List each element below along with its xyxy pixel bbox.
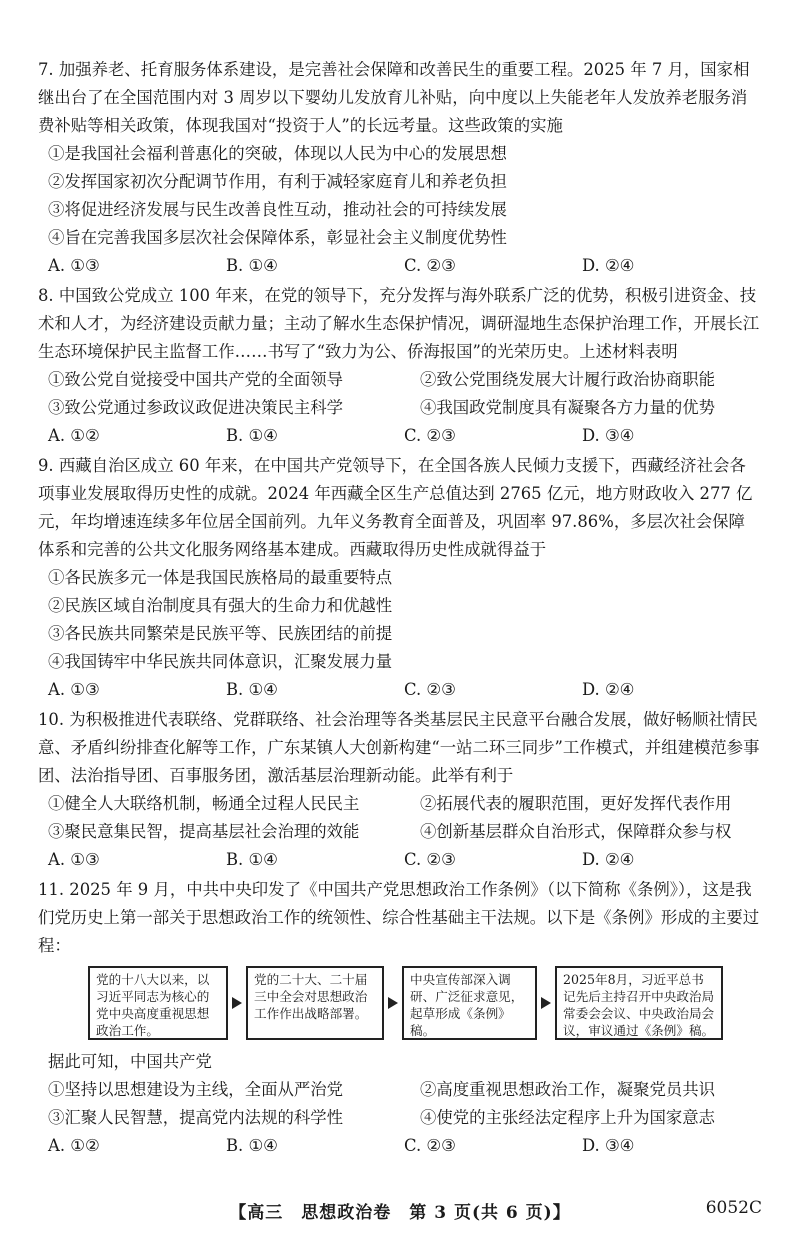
question-8-option-4: ④我国政党制度具有凝聚各方力量的优势 [420, 398, 716, 417]
question-11-options-row-2 [38, 1104, 760, 1132]
question-7 [38, 56, 760, 280]
question-7-option-4: ④旨在完善我国多层次社会保障体系，彰显社会主义制度优势性 [48, 228, 507, 247]
question-9-option-1: ①各民族多元一体是我国民族格局的最重要特点 [48, 568, 393, 587]
question-8-option-2: ②致公党围绕发展大计履行政治协商职能 [420, 370, 716, 389]
choice-d: D. ③④ [582, 426, 635, 445]
choice-d: D. ②④ [582, 256, 635, 275]
question-7-option-2: ②发挥国家初次分配调节作用，有利于减轻家庭育儿和养老负担 [48, 172, 507, 191]
question-9-choices [38, 676, 760, 704]
choice-a: A. ①③ [48, 680, 100, 699]
choice-c: C. ②③ [404, 426, 456, 445]
question-10-option-2: ②拓展代表的履职范围，更好发挥代表作用 [420, 794, 732, 813]
question-9 [38, 452, 760, 704]
choice-c: C. ②③ [404, 680, 456, 699]
choice-b: B. ①④ [226, 426, 278, 445]
question-7-stem: 7. 加强养老、托育服务体系建设，是完善社会保障和改善民生的重要工程。2025 年 7 月，国家相继出台了在全国范围内对 3 周岁以下婴幼儿发放育儿补贴，向中度以上失能老年人发放养老服务消费补贴等相关政策，体现我国对“投资于人”的长远考量。这些政策的实施 [38, 60, 750, 135]
arrow-right-icon [537, 995, 555, 1011]
question-9-stem: 9. 西藏自治区成立 60 年来，在中国共产党领导下，在全国各族人民倾力支援下，西藏经济社会各项事业发展取得历史性的成就。2024 年西藏全区生产总值达到 2765 亿元，地方财政收入 277 亿元，年均增速连续多年位居全国前列。九年义务教育全面普及，巩固率 97.86%，多层次社会保障体系和完善的公共文化服务网络基本建成。西藏取得历史性成就得益于 [38, 456, 753, 559]
question-11-choices [38, 1132, 760, 1160]
question-10-choices [38, 846, 760, 874]
choice-a: A. ①③ [48, 256, 100, 275]
flow-step-1: 党的十八大以来，以习近平同志为核心的党中央高度重视思想政治工作。 [88, 966, 228, 1040]
choice-b: B. ①④ [226, 256, 278, 275]
question-10-options-row-1 [38, 790, 760, 818]
choice-b: B. ①④ [226, 850, 278, 869]
paper-code: 6052C [705, 1198, 762, 1218]
question-10-option-3: ③聚民意集民智，提高基层社会治理的效能 [48, 822, 360, 841]
question-7-option-3: ③将促进经济发展与民生改善良性互动，推动社会的可持续发展 [48, 200, 507, 219]
question-7-choices [38, 252, 760, 280]
question-11-option-1: ①坚持以思想建设为主线，全面从严治党 [48, 1080, 344, 1099]
question-8-stem: 8. 中国致公党成立 100 年来，在党的领导下，充分发挥与海外联系广泛的优势，积极引进资金、技术和人才，为经济建设贡献力量；主动了解水生态保护情况，调研湿地生态保护治理工作，开展长江生态环境保护民主监督工作……书写了“致力为公、侨海报国”的光荣历史。上述材料表明 [38, 286, 760, 361]
flow-step-4: 2025年8月，习近平总书记先后主持召开中央政治局常委会会议、中央政治局会议，审议通过《条例》稿。 [555, 966, 723, 1040]
question-11-lead: 据此可知，中国共产党 [48, 1052, 212, 1071]
choice-a: A. ①③ [48, 850, 100, 869]
choice-d: D. ②④ [582, 850, 635, 869]
question-10 [38, 706, 760, 874]
process-flow-diagram [88, 966, 760, 1040]
question-11 [38, 876, 760, 1160]
question-7-option-1: ①是我国社会福利普惠化的突破，体现以人民为中心的发展思想 [48, 144, 507, 163]
arrow-right-icon [384, 995, 402, 1011]
question-8-options-row-2 [38, 394, 760, 422]
flow-step-2: 党的二十大、二十届三中全会对思想政治工作作出战略部署。 [246, 966, 384, 1040]
question-10-options-row-2 [38, 818, 760, 846]
question-11-option-2: ②高度重视思想政治工作，凝聚党员共识 [420, 1080, 716, 1099]
choice-d: D. ②④ [582, 680, 635, 699]
choice-c: C. ②③ [404, 256, 456, 275]
question-9-option-3: ③各民族共同繁荣是民族平等、民族团结的前提 [48, 624, 393, 643]
page-footer: 【高三 思想政治卷 第 3 页(共 6 页)】 [229, 1203, 571, 1223]
flow-step-3: 中央宣传部深入调研、广泛征求意见，起草形成《条例》稿。 [402, 966, 537, 1040]
question-11-options-row-1 [38, 1076, 760, 1104]
question-8-option-3: ③致公党通过参政议政促进决策民主科学 [48, 398, 344, 417]
choice-b: B. ①④ [226, 680, 278, 699]
question-8-options-row-1 [38, 366, 760, 394]
choice-a: A. ①② [48, 426, 100, 445]
question-9-option-4: ④我国铸牢中华民族共同体意识，汇聚发展力量 [48, 652, 393, 671]
question-8 [38, 282, 760, 450]
choice-a: A. ①② [48, 1136, 100, 1155]
question-10-stem: 10. 为积极推进代表联络、党群联络、社会治理等各类基层民主民意平台融合发展，做好畅顺社情民意、矛盾纠纷排查化解等工作，广东某镇人大创新构建“一站二环三同步”工作模式，并组建模范参事团、法治指导团、百事服务团，激活基层治理新动能。此举有利于 [38, 710, 760, 785]
question-10-option-1: ①健全人大联络机制，畅通全过程人民民主 [48, 794, 360, 813]
choice-c: C. ②③ [404, 1136, 456, 1155]
question-9-option-2: ②民族区域自治制度具有强大的生命力和优越性 [48, 596, 393, 615]
arrow-right-icon [228, 995, 246, 1011]
question-10-option-4: ④创新基层群众自治形式，保障群众参与权 [420, 822, 732, 841]
question-11-stem: 11. 2025 年 9 月，中共中央印发了《中国共产党思想政治工作条例》（以下简称《条例》），这是我们党历史上第一部关于思想政治工作的统领性、综合性基础主干法规。以下是《条例》形成的主要过程： [38, 880, 760, 955]
choice-b: B. ①④ [226, 1136, 278, 1155]
choice-c: C. ②③ [404, 850, 456, 869]
question-11-option-4: ④使党的主张经法定程序上升为国家意志 [420, 1108, 716, 1127]
question-8-choices [38, 422, 760, 450]
choice-d: D. ③④ [582, 1136, 635, 1155]
question-8-option-1: ①致公党自觉接受中国共产党的全面领导 [48, 370, 344, 389]
question-11-option-3: ③汇聚人民智慧，提高党内法规的科学性 [48, 1108, 344, 1127]
